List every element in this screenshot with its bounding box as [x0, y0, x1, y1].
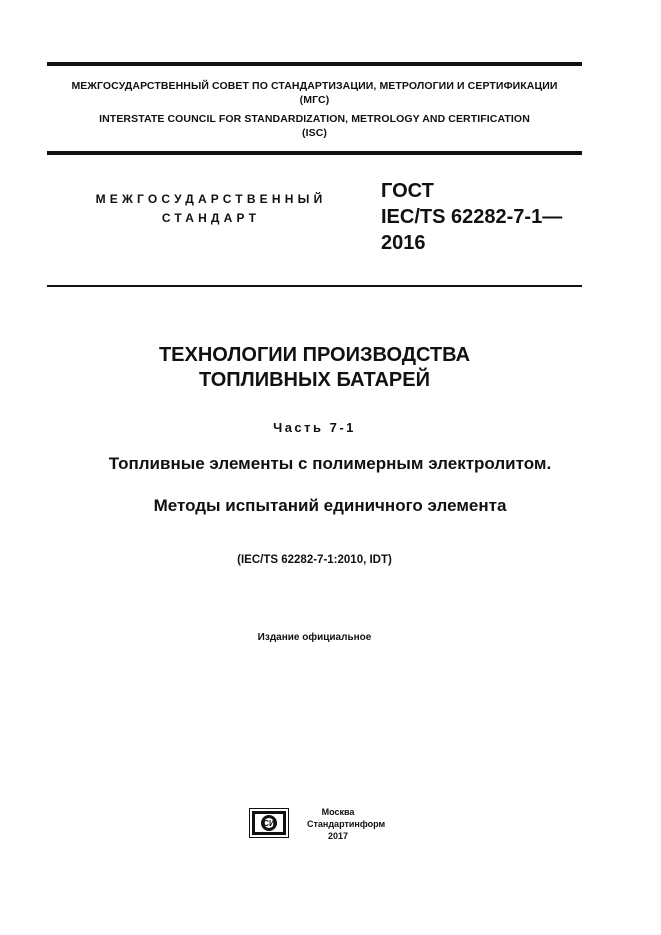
publisher-city: Москва — [321, 807, 355, 817]
standard-designation — [381, 178, 562, 256]
thin-rule — [47, 285, 582, 287]
council-abbr-en: (ISC) — [302, 127, 327, 139]
part-number: Часть 7-1 — [273, 420, 356, 435]
standard-type-line2: СТАНДАРТ — [161, 211, 261, 225]
top-rule — [47, 62, 582, 66]
edition-note: Издание официальное — [257, 632, 372, 643]
subtitle-line1: Топливные элементы с полимерным электролитом. — [108, 454, 552, 473]
council-name-en: INTERSTATE COUNCIL FOR STANDARDIZATION, METROLOGY AND CERTIFICATION — [99, 113, 530, 125]
iec-reference: (IEC/TS 62282-7-1:2010, IDT) — [237, 554, 392, 566]
council-abbr-ru: (МГС) — [299, 94, 330, 106]
standard-type-line1: МЕЖГОСУДАРСТВЕННЫЙ — [95, 192, 327, 206]
standartinform-logo-icon — [249, 808, 289, 838]
designation-line3: 2016 — [381, 232, 426, 254]
publisher-year: 2017 — [327, 831, 349, 841]
designation-line2: IEC/TS 62282-7-1— — [381, 206, 563, 228]
publisher-name: Стандартинформ — [307, 819, 386, 829]
document-title-line2: ТОПЛИВНЫХ БАТАРЕЙ — [199, 369, 430, 391]
subtitle-line2: Методы испытаний единичного элемента — [153, 496, 507, 515]
designation-line1: ГОСТ — [381, 180, 434, 202]
document-title-line1: ТЕХНОЛОГИИ ПРОИЗВОДСТВА — [158, 344, 471, 366]
middle-rule — [47, 151, 582, 155]
council-name-ru: МЕЖГОСУДАРСТВЕННЫЙ СОВЕТ ПО СТАНДАРТИЗАЦИИ, МЕТРОЛОГИИ И СЕРТИФИКАЦИИ — [71, 80, 558, 92]
svg-text:СИ: СИ — [263, 819, 275, 828]
publisher-block — [307, 806, 386, 842]
